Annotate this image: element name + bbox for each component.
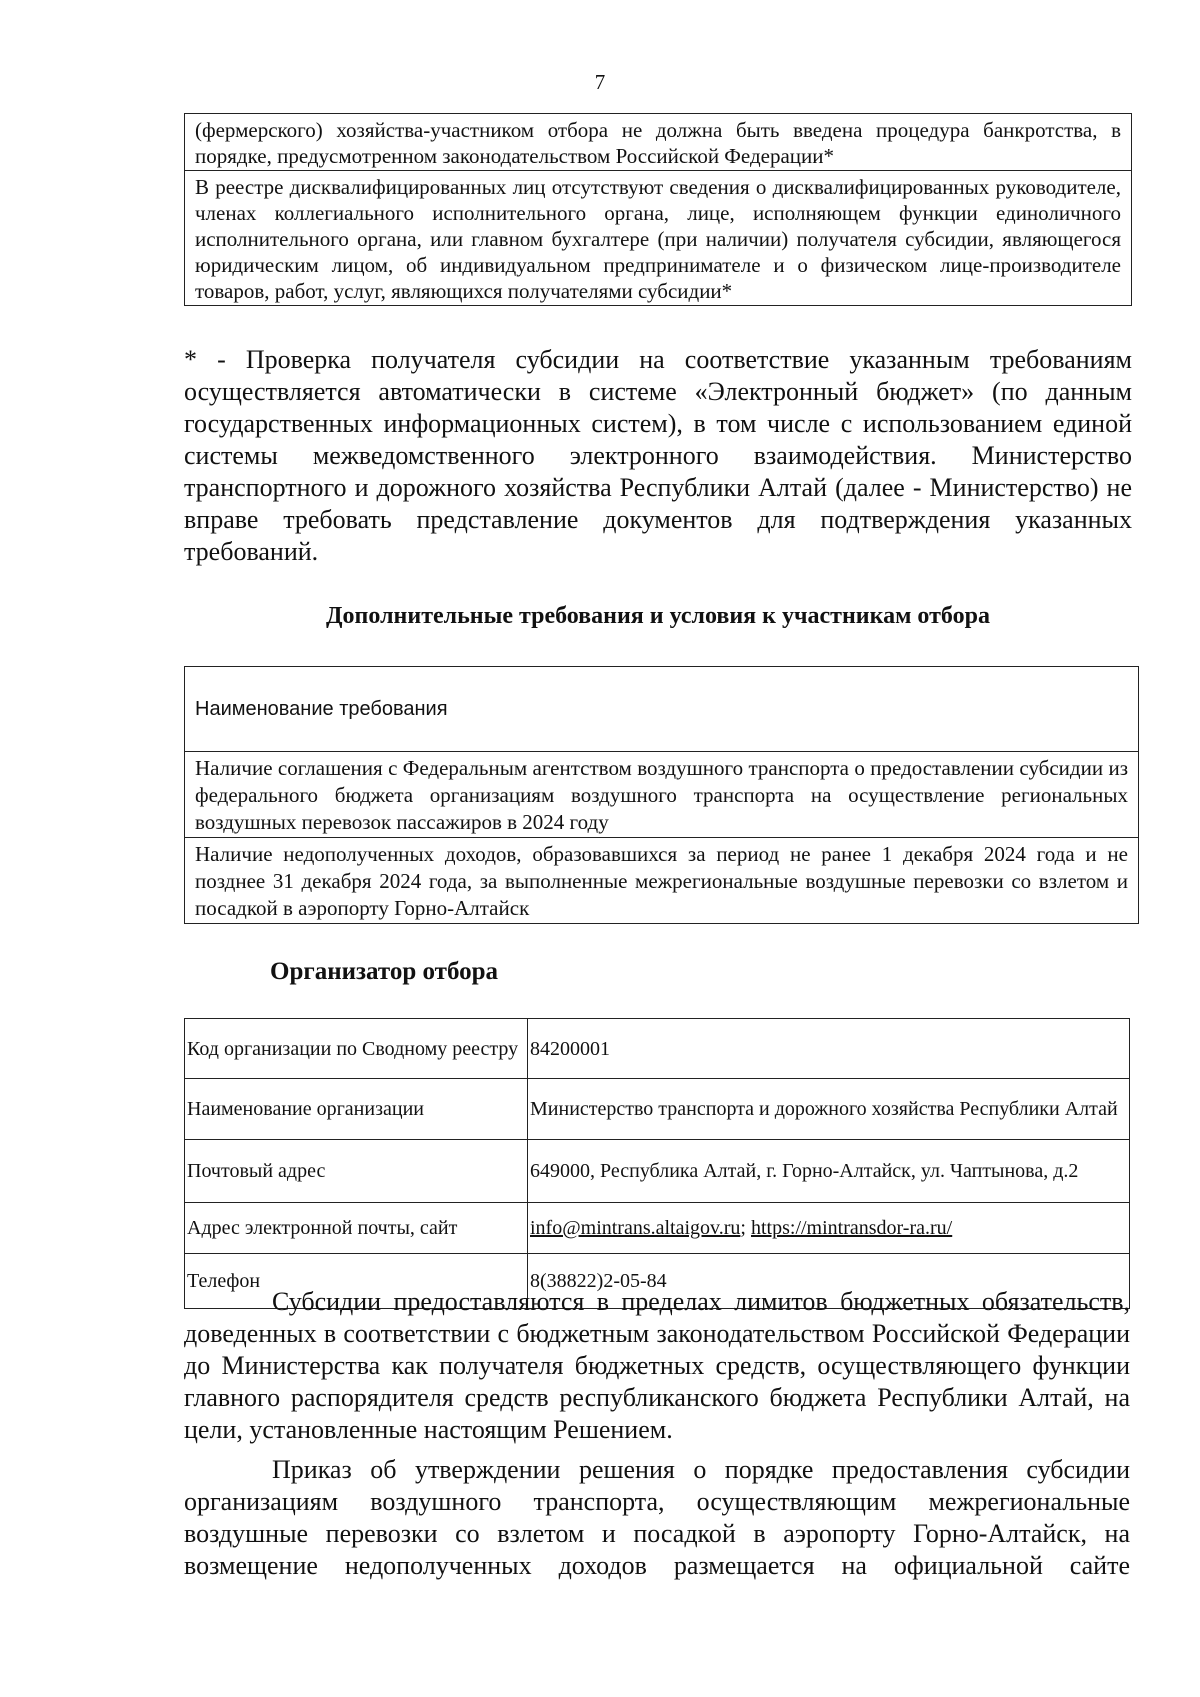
paragraph-order: Приказ об утверждении решения о порядке предоставления субсидии организациям воздушного транспорта, осуществляющим межрегиональные воздушные перевозки со взлетом и посадкой в аэропорту Горно-Алтайск, на возмещение недополученных доходов размещается на официальной сайте: [184, 1455, 1130, 1580]
link-separator: ;: [740, 1217, 751, 1239]
additional-requirements-table: [184, 666, 1139, 924]
table-row: [185, 1140, 1130, 1203]
postal-address-value: 649000, Республика Алтай, г. Горно-Алтайск, ул. Чаптынова, д.2: [528, 1140, 1130, 1203]
requirement-row-agreement: Наличие соглашения с Федеральным агентством воздушного транспорта о предоставлении субсидии из федерального бюджета организациям воздушного транспорта на осуществление региональных воздушных перевозок пассажиров в 2024 году: [195, 756, 1128, 834]
organizer-table: [184, 1018, 1130, 1309]
requirements-table: [184, 113, 1132, 306]
requirement-row-disqualified-registry: В реестре дисквалифицированных лиц отсутствуют сведения о дисквалифицированных руководителе, членах коллегиального исполнительного органа, лице, исполняющем функции единоличного исполнительного органа, или главном бухгалтере (при наличии) получателя субсидии, являющегося юридическим лицом, об индивидуальном предпринимателе и о физическом лице-производителе товаров, работ, услуг, являющихся получателями субсидии*: [185, 170, 1131, 305]
additional-requirements-heading: Дополнительные требования и условия к участникам отбора: [326, 603, 990, 629]
paragraph-subsidies: Субсидии предоставляются в пределах лимитов бюджетных обязательств, доведенных в соответствии с бюджетным законодательством Российской Федерации до Министерства как получателя бюджетных средств, осуществляющего функции главного распорядителя средств республиканского бюджета Республики Алтай, на цели, установленные настоящим Решением.: [184, 1287, 1130, 1444]
requirement-row-bankruptcy: (фермерского) хозяйства-участником отбора не должна быть введена процедура банкротства, в порядке, предусмотренном законодательством Российской Федерации*: [195, 118, 1121, 168]
org-name-value: Министерство транспорта и дорожного хозяйства Республики Алтай: [528, 1079, 1130, 1140]
page-number: 7: [594, 70, 606, 94]
footnote: * - Проверка получателя субсидии на соответствие указанным требованиям осуществляется автоматически в системе «Электронный бюджет» (по данным государственных информационных систем), в том числе с использованием единой системы межведомственного электронного взаимодействия. Министерство транспортного и дорожного хозяйства Республики Алтай (далее - Министерство) не вправе требовать представление документов для подтверждения указанных требований.: [184, 345, 1132, 566]
organizer-heading: Организатор отбора: [270, 958, 499, 985]
org-code-label: Код организации по Сводному реестру: [185, 1019, 528, 1079]
table-row: [185, 1079, 1130, 1140]
email-site-label: Адрес электронной почты, сайт: [185, 1203, 528, 1254]
table-row: [185, 1019, 1130, 1079]
table-row: [185, 1203, 1130, 1254]
email-site-value: [528, 1203, 1130, 1254]
email-link[interactable]: info@mintrans.altaigov.ru: [530, 1217, 741, 1239]
org-code-value: 84200001: [528, 1019, 1130, 1079]
postal-address-label: Почтовый адрес: [185, 1140, 528, 1203]
org-name-label: Наименование организации: [185, 1079, 528, 1140]
website-link[interactable]: https://mintransdor-ra.ru/: [750, 1217, 953, 1239]
table-header-cell: Наименование требования: [185, 667, 1138, 752]
phone-value: 8(38822)2-05-84: [528, 1254, 1130, 1309]
phone-label: Телефон: [185, 1254, 528, 1309]
body-text: [184, 1286, 1130, 1590]
requirement-row-lost-income: Наличие недополученных доходов, образовавшихся за период не ранее 1 декабря 2024 года и не позднее 31 декабря 2024 года, за выполненные межрегиональные воздушные перевозки со взлетом и посадкой в аэропорту Горно-Алтайск: [185, 837, 1138, 923]
